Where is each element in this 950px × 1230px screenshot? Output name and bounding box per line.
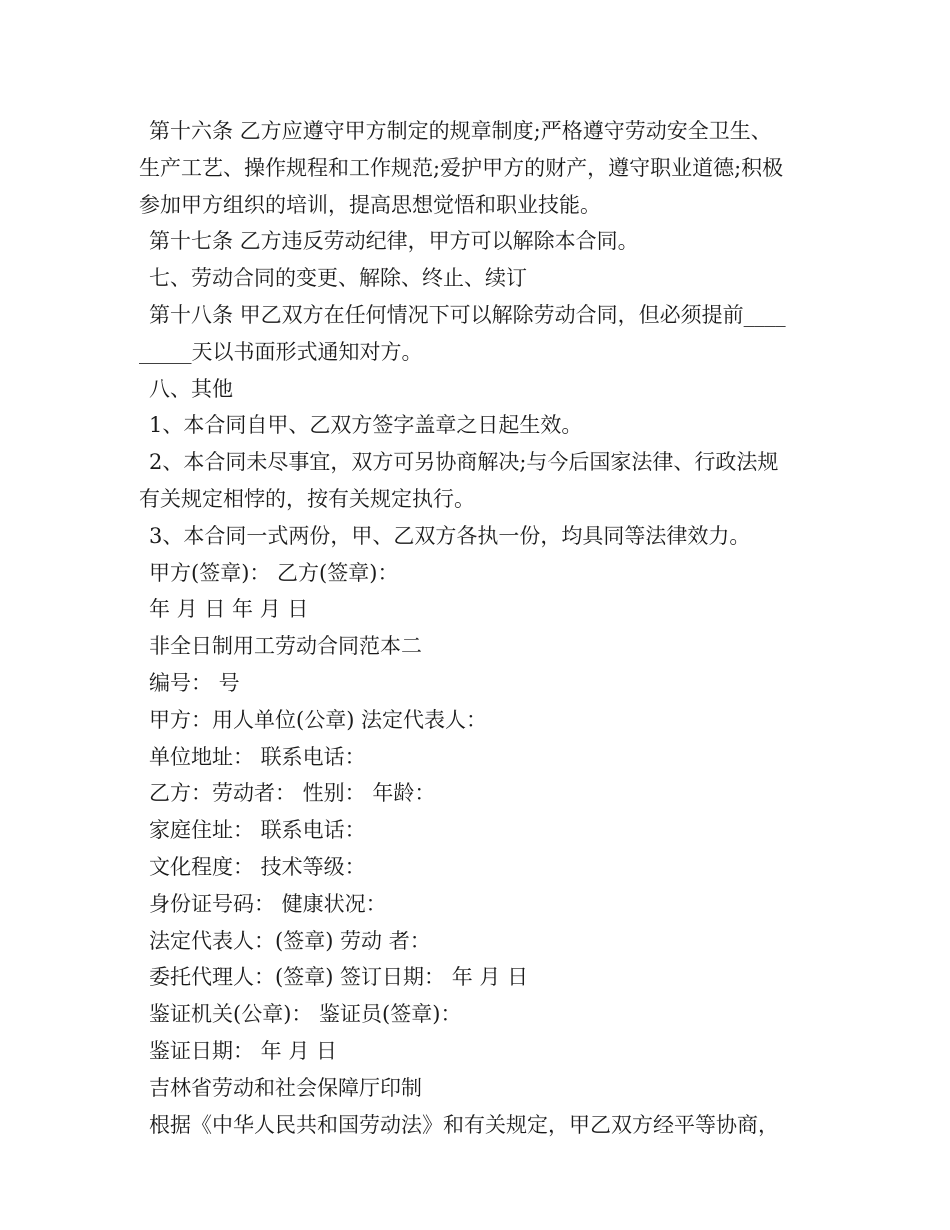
document-body bbox=[139, 113, 814, 1143]
form-field: 单位地址： 联系电话： bbox=[149, 744, 366, 769]
form-field: 乙方：劳动者： 性别： 年龄： bbox=[149, 781, 436, 806]
text-line: 2、本合同未尽事宜，双方可另协商解决;与今后国家法律、行政法规 bbox=[149, 450, 779, 475]
form-field: 委托代理人：(签章) 签订日期： 年 月 日 bbox=[149, 965, 529, 990]
text-line: 1、本合同自甲、乙双方签字盖章之日起生效。 bbox=[149, 413, 583, 438]
text-line: 根据《中华人民共和国劳动法》和有关规定，甲乙双方经平等协商， bbox=[149, 1112, 779, 1137]
text-line: 第十六条 乙方应遵守甲方制定的规章制度;严格遵守劳动安全卫生、 bbox=[149, 119, 772, 143]
form-field: 文化程度： 技术等级： bbox=[149, 854, 366, 879]
section-heading: 八、其他 bbox=[149, 376, 233, 401]
form-field: 编号： 号 bbox=[149, 670, 240, 695]
form-field: 鉴证机关(公章)： 鉴证员(签章)： bbox=[149, 1002, 462, 1027]
text-line: 有关规定相悖的，按有关规定执行。 bbox=[139, 486, 475, 511]
form-field: 鉴证日期： 年 月 日 bbox=[149, 1038, 338, 1063]
text-line: 3、本合同一式两份，甲、乙双方各执一份，均具同等法律效力。 bbox=[149, 523, 751, 548]
text-line: 生产工艺、操作规程和工作规范;爱护甲方的财产，遵守职业道德;积极 bbox=[139, 155, 784, 180]
section-heading: 七、劳动合同的变更、解除、终止、续订 bbox=[149, 266, 527, 291]
issuer-line: 吉林省劳动和社会保障厅印制 bbox=[149, 1075, 422, 1100]
form-field: 身份证号码： 健康状况： bbox=[149, 891, 387, 916]
document-title: 非全日制用工劳动合同范本二 bbox=[149, 634, 422, 659]
form-field: 法定代表人：(签章) 劳动 者： bbox=[149, 928, 431, 953]
text-line: 第十八条 甲乙双方在任何情况下可以解除劳动合同，但必须提前____ bbox=[149, 302, 786, 327]
text-line: 参加甲方组织的培训，提高思想觉悟和职业技能。 bbox=[139, 192, 601, 217]
date-line: 年 月 日 年 月 日 bbox=[149, 597, 309, 622]
form-field: 甲方：用人单位(公章) 法定代表人： bbox=[149, 707, 488, 732]
text-line: 第十七条 乙方违反劳动纪律，甲方可以解除本合同。 bbox=[149, 229, 639, 254]
text-line: _____天以书面形式通知对方。 bbox=[139, 339, 423, 364]
form-field: 家庭住址： 联系电话： bbox=[149, 818, 366, 843]
signature-line: 甲方(签章)： 乙方(签章)： bbox=[149, 560, 399, 585]
